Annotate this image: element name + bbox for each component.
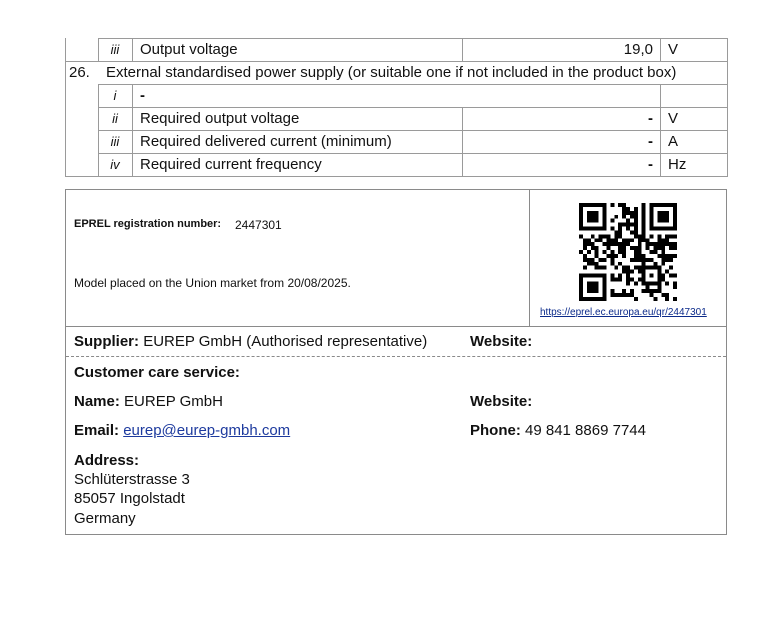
email-label: Email: <box>74 422 120 439</box>
row-label: Required current frequency <box>140 156 322 173</box>
table-row <box>65 107 728 130</box>
address-line: 85057 Ingolstadt <box>74 490 185 507</box>
supplier-row <box>74 333 427 350</box>
table-row <box>65 84 728 107</box>
address-label: Address: <box>74 452 140 469</box>
row-roman: ii <box>112 111 118 126</box>
row-value: - <box>648 156 653 173</box>
row-roman: iii <box>110 134 120 149</box>
divider <box>66 326 726 327</box>
row-value: 19,0 <box>623 41 653 58</box>
table-line <box>65 176 728 177</box>
item-title: External standardised power supply (or suitable one if not included in the product box) <box>106 64 677 81</box>
qr-code-icon[interactable] <box>579 203 677 301</box>
row-roman: iii <box>110 42 120 57</box>
table-row-item-26 <box>65 61 728 84</box>
row-unit: V <box>668 41 679 58</box>
row-unit: V <box>668 110 679 127</box>
phone-label: Phone: <box>470 422 521 439</box>
qr-divider <box>529 190 530 326</box>
table-row <box>65 38 728 61</box>
eprel-registration-label: EPREL registration number: <box>74 218 222 230</box>
eprel-registration-number: 2447301 <box>235 218 282 232</box>
table-row <box>65 130 728 153</box>
customer-care-email-row <box>74 422 290 439</box>
row-label: - <box>140 87 145 104</box>
eprel-qr-link[interactable]: https://eprel.ec.europa.eu/qr/2447301 <box>540 307 707 318</box>
row-label: Required output voltage <box>140 110 300 127</box>
row-value: - <box>648 110 653 127</box>
phone-value: 49 841 8869 7744 <box>525 422 646 439</box>
address-line: Germany <box>74 510 136 527</box>
customer-care-name-row <box>74 393 223 410</box>
supplier-website-label: Website: <box>470 333 533 350</box>
row-unit: A <box>668 133 679 150</box>
name-value: EUREP GmbH <box>124 393 223 410</box>
row-value: - <box>648 133 653 150</box>
customer-care-website-label: Website: <box>470 393 533 410</box>
item-number: 26. <box>69 64 90 81</box>
dashed-divider <box>66 356 726 357</box>
name-label: Name: <box>74 393 120 410</box>
supplier-value: EUREP GmbH (Authorised representative) <box>143 333 428 350</box>
eprel-card <box>65 189 727 535</box>
row-roman: i <box>113 88 117 103</box>
row-unit: Hz <box>668 156 687 173</box>
row-label: Required delivered current (minimum) <box>140 133 392 150</box>
address-line: Schlüterstrasse 3 <box>74 471 190 488</box>
row-roman: iv <box>110 157 120 172</box>
model-placed-text: Model placed on the Union market from 20/08/2025. <box>74 276 351 290</box>
row-label: Output voltage <box>140 41 238 58</box>
table-row <box>65 153 728 176</box>
customer-care-phone-row <box>470 422 646 439</box>
customer-care-heading: Customer care service: <box>74 364 240 381</box>
supplier-label: Supplier: <box>74 333 140 350</box>
email-link[interactable]: eurep@eurep-gmbh.com <box>123 422 291 439</box>
